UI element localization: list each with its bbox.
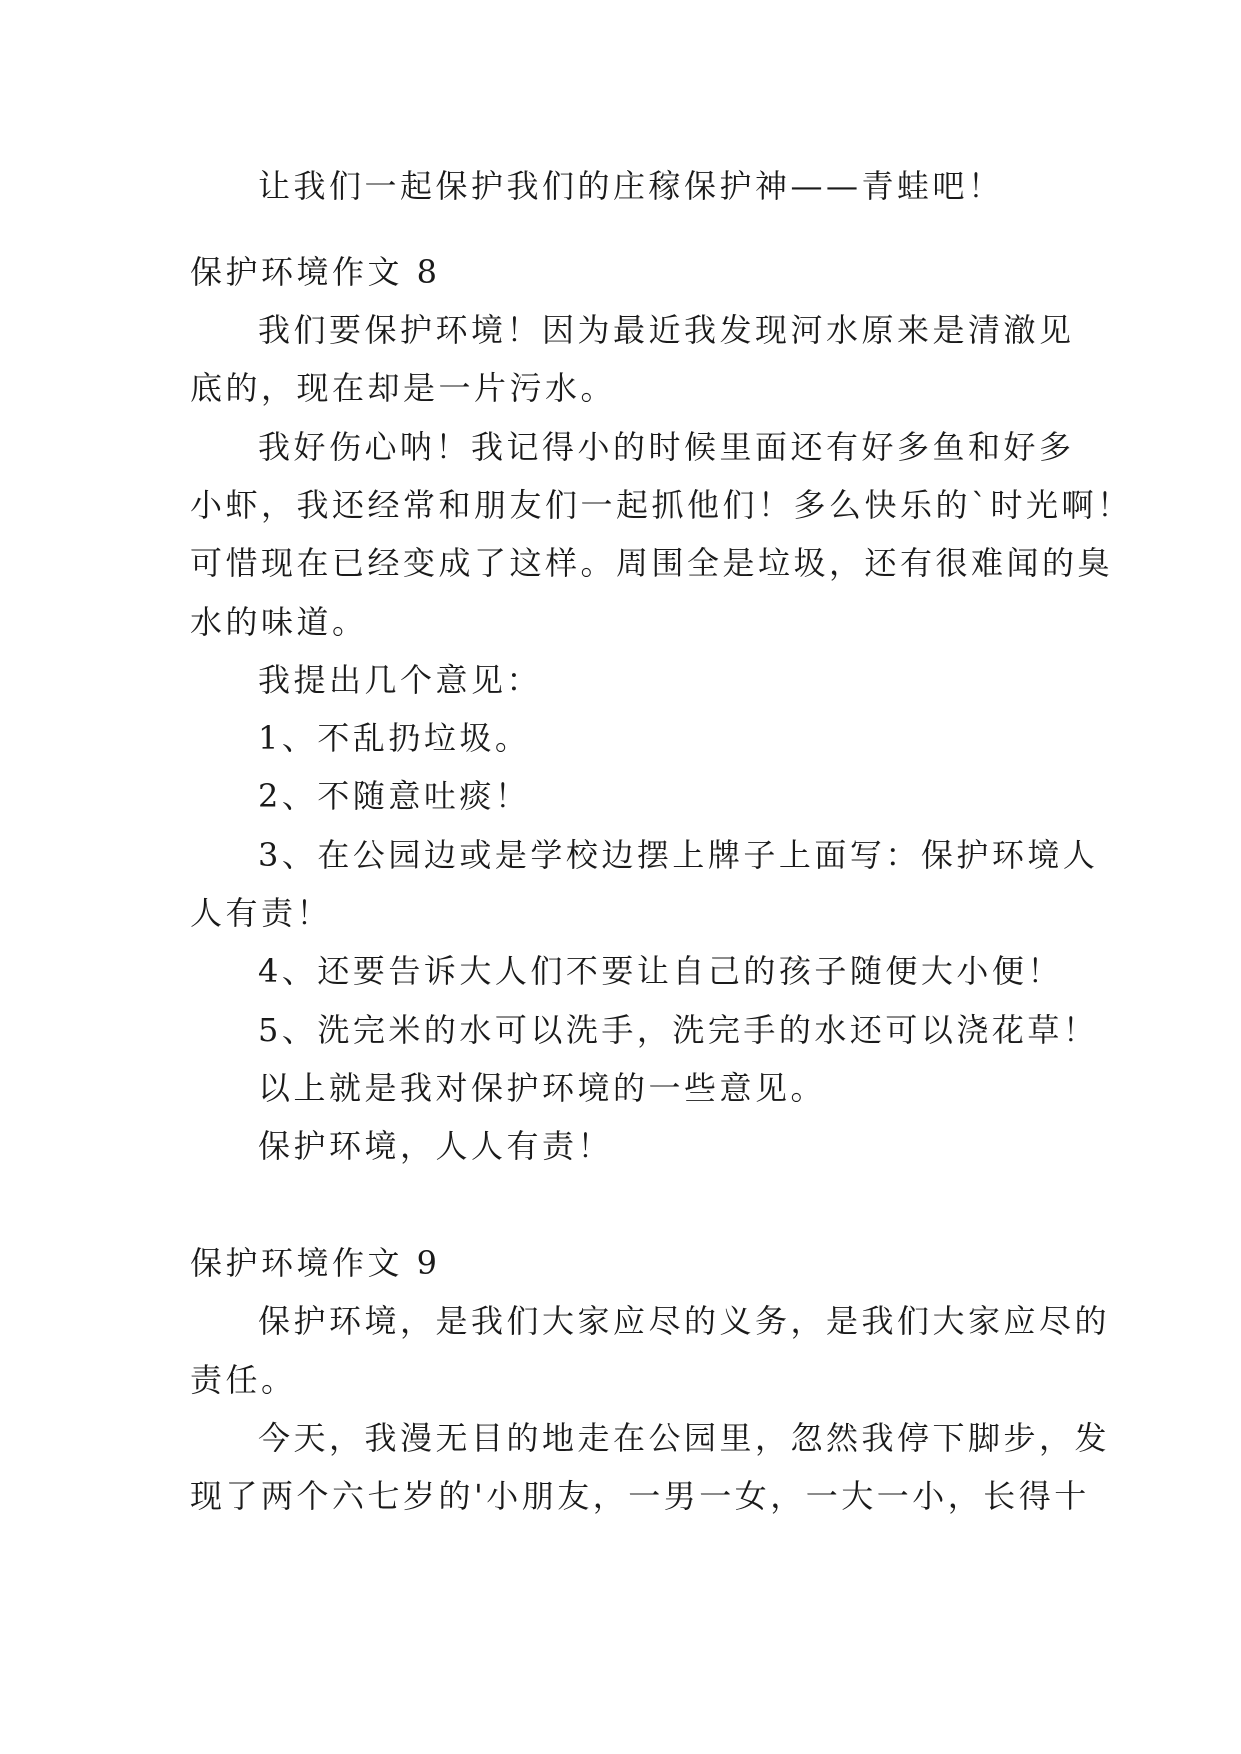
heading-essay-8: 保护环境作文 8	[190, 253, 441, 291]
essay-9-para-2-line-1: 今天，我漫无目的地走在公园里，忽然我停下脚步，发	[258, 1419, 1111, 1457]
essay-8-suggestion-1: 1、不乱扔垃圾。	[258, 719, 531, 757]
essay-8-suggestion-5: 5、洗完米的水可以洗手，洗完手的水还可以浇花草！	[258, 1011, 1099, 1049]
essay-8-suggestions-intro: 我提出几个意见：	[258, 661, 543, 699]
essay-8-para-2-line-3: 可惜现在已经变成了这样。周围全是垃圾，还有很难闻的臭	[190, 544, 1114, 582]
essay-8-para-1-line-1: 我们要保护环境！因为最近我发现河水原来是清澈见	[258, 311, 1075, 349]
essay-9-para-1-line-2: 责任。	[190, 1361, 297, 1399]
essay-8-para-1-line-2: 底的，现在却是一片污水。	[190, 369, 617, 407]
closing-line-essay-7: 让我们一起保护我们的庄稼保护神——青蛙吧！	[258, 167, 1004, 205]
essay-8-suggestion-3-line-2: 人有责！	[190, 894, 333, 932]
essay-8-para-2-line-2: 小虾，我还经常和朋友们一起抓他们！多么快乐的`时光啊！	[190, 486, 1133, 524]
essay-8-para-2-line-1: 我好伤心呐！我记得小的时候里面还有好多鱼和好多	[258, 428, 1075, 466]
heading-essay-9: 保护环境作文 9	[190, 1244, 441, 1282]
essay-8-closing: 保护环境，人人有责！	[258, 1127, 614, 1165]
essay-9-para-1-line-1: 保护环境，是我们大家应尽的义务，是我们大家应尽的	[258, 1302, 1111, 1340]
essay-9-para-2-line-2: 现了两个六七岁的'小朋友，一男一女，一大一小，长得十	[190, 1477, 1090, 1515]
essay-8-suggestion-4: 4、还要告诉大人们不要让自己的孩子随便大小便！	[258, 952, 1063, 990]
essay-8-summary: 以上就是我对保护环境的一些意见。	[258, 1069, 827, 1107]
essay-8-suggestion-3-line-1: 3、在公园边或是学校边摆上牌子上面写：保护环境人	[258, 836, 1099, 874]
essay-8-suggestion-2: 2、不随意吐痰！	[258, 777, 531, 815]
essay-8-para-2-line-4: 水的味道。	[190, 603, 368, 641]
